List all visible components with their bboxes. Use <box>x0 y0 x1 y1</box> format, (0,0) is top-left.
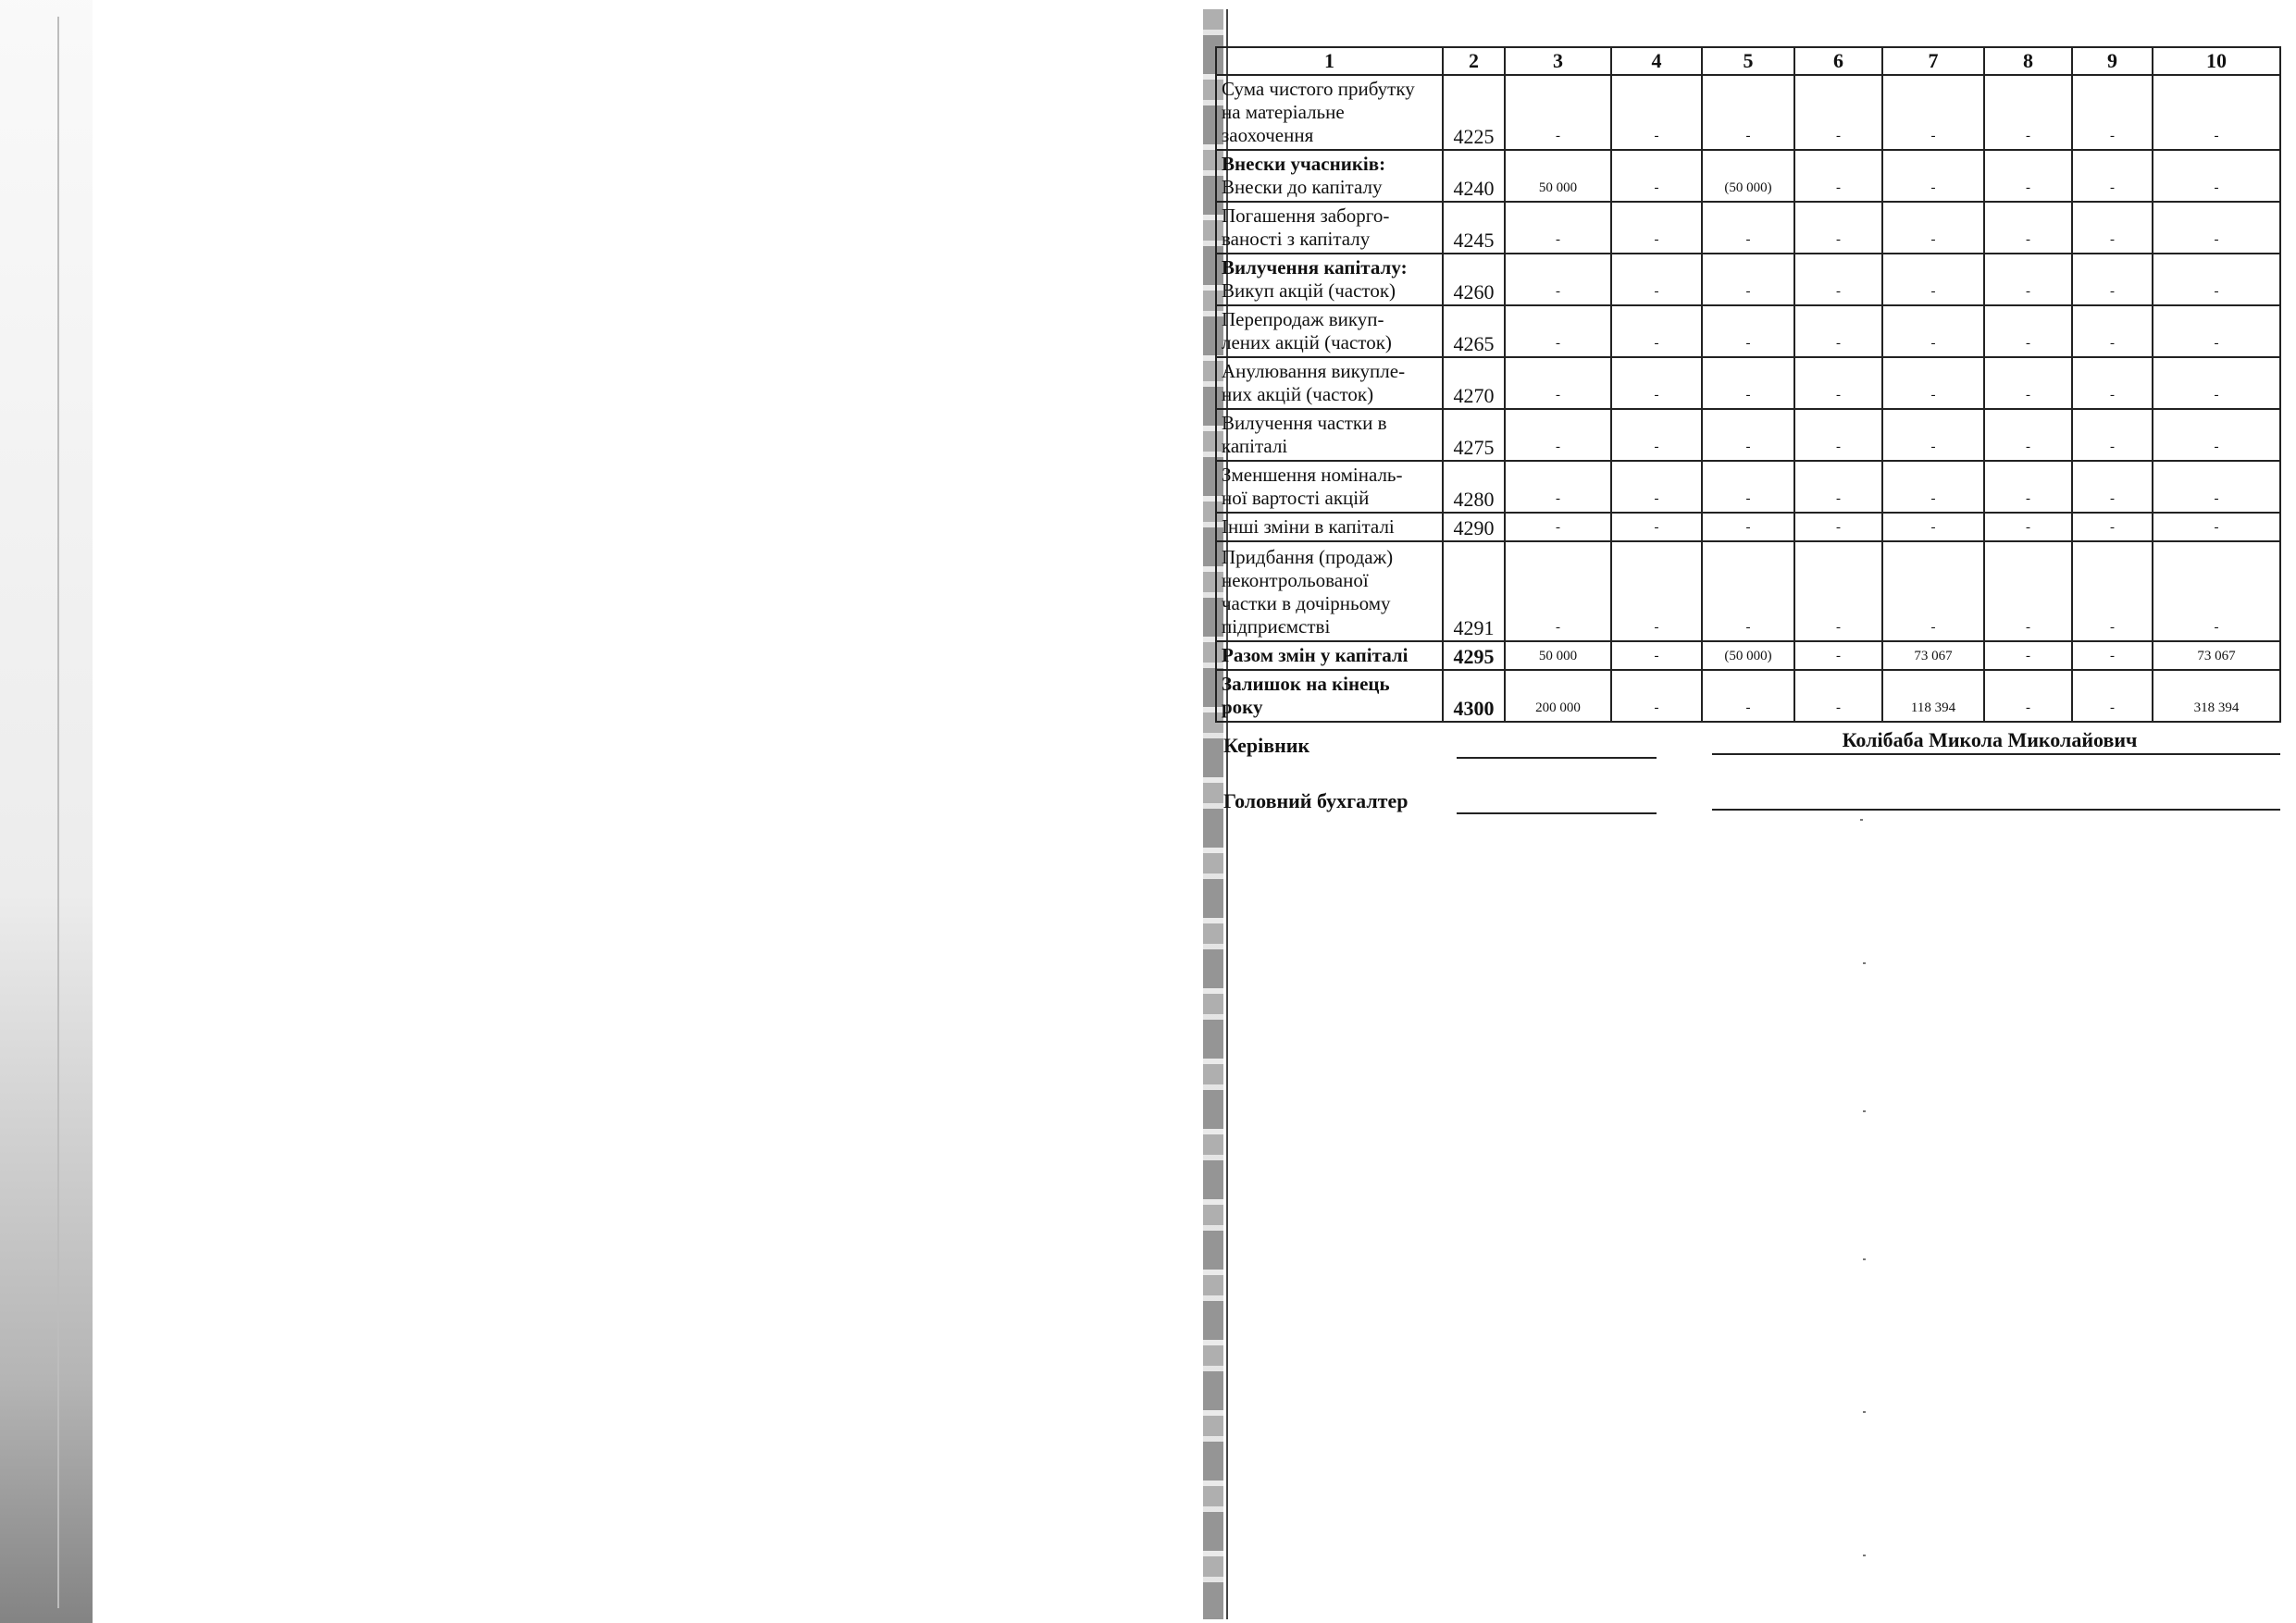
cell-value-col-4: - <box>1611 254 1702 305</box>
row-label <box>1216 75 1443 150</box>
row-label-line: Придбання (продаж) <box>1222 546 1394 568</box>
row-label-line: Перепродаж викуп- <box>1222 308 1384 330</box>
cell-value-col-7: 118 394 <box>1882 670 1984 722</box>
cell-value-col-5: - <box>1702 461 1794 513</box>
cell-value-col-7: - <box>1882 541 1984 641</box>
cell-value-col-3: - <box>1505 305 1611 357</box>
cell-value-col-8: - <box>1984 202 2072 254</box>
chief-accountant-signature-label: Головний бухгалтер <box>1223 789 1409 812</box>
row-code: 4270 <box>1443 357 1505 409</box>
cell-value-col-3: - <box>1505 461 1611 513</box>
cell-value-col-7: - <box>1882 513 1984 541</box>
head-signature-line <box>1457 757 1657 759</box>
column-number-header <box>1216 47 2280 75</box>
row-label <box>1216 670 1443 722</box>
cell-value-col-7: - <box>1882 409 1984 461</box>
cell-value-col-9: - <box>2072 305 2153 357</box>
row-label-line: Сума чистого прибутку <box>1222 78 1415 100</box>
cell-value-col-8: - <box>1984 641 2072 670</box>
cell-value-col-4: - <box>1611 541 1702 641</box>
table-row <box>1216 641 2280 670</box>
cell-value-col-6: - <box>1794 150 1882 202</box>
cell-value-col-3: 50 000 <box>1505 150 1611 202</box>
cell-value-col-4: - <box>1611 641 1702 670</box>
cell-value-col-10: - <box>2153 357 2280 409</box>
cell-value-col-9: - <box>2072 202 2153 254</box>
cell-value-col-8: - <box>1984 357 2072 409</box>
table-row <box>1216 75 2280 150</box>
cell-value-col-4: - <box>1611 150 1702 202</box>
row-label-line: ваності з капіталу <box>1222 228 1371 250</box>
cell-value-col-5: - <box>1702 202 1794 254</box>
cell-value-col-4: - <box>1611 409 1702 461</box>
cell-value-col-6: - <box>1794 513 1882 541</box>
cell-value-col-3: - <box>1505 75 1611 150</box>
row-label-line: неконтрольованої <box>1222 569 1369 591</box>
row-code: 4260 <box>1443 254 1505 305</box>
row-code: 4300 <box>1443 670 1505 722</box>
table-row <box>1216 254 2280 305</box>
capital-changes-table <box>1215 46 2281 723</box>
cell-value-col-6: - <box>1794 541 1882 641</box>
scan-speck <box>1863 1555 1866 1556</box>
cell-value-col-3: - <box>1505 541 1611 641</box>
column-header-5: 5 <box>1702 47 1794 75</box>
scan-speck <box>1863 962 1866 964</box>
cell-value-col-4: - <box>1611 670 1702 722</box>
cell-value-col-9: - <box>2072 670 2153 722</box>
head-full-name: Колібаба Микола Миколайович <box>1842 728 2138 751</box>
cell-value-col-4: - <box>1611 357 1702 409</box>
scan-speck <box>1860 819 1863 821</box>
cell-value-col-4: - <box>1611 202 1702 254</box>
table-row <box>1216 670 2280 722</box>
cell-value-col-3: - <box>1505 357 1611 409</box>
cell-value-col-5: - <box>1702 305 1794 357</box>
cell-value-col-7: - <box>1882 305 1984 357</box>
cell-value-col-8: - <box>1984 541 2072 641</box>
column-header-2: 2 <box>1443 47 1505 75</box>
row-label-line: Викуп акцій (часток) <box>1222 279 1396 302</box>
row-label-line: капіталі <box>1222 435 1288 457</box>
row-label <box>1216 461 1443 513</box>
cell-value-col-8: - <box>1984 75 2072 150</box>
cell-value-col-10: - <box>2153 254 2280 305</box>
cell-value-col-8: - <box>1984 409 2072 461</box>
cell-value-col-3: - <box>1505 254 1611 305</box>
cell-value-col-9: - <box>2072 150 2153 202</box>
row-code: 4265 <box>1443 305 1505 357</box>
cell-value-col-7: - <box>1882 461 1984 513</box>
cell-value-col-8: - <box>1984 513 2072 541</box>
row-label-line: заохочення <box>1222 124 1314 146</box>
cell-value-col-4: - <box>1611 305 1702 357</box>
scan-speck <box>1863 1411 1866 1413</box>
cell-value-col-3: 50 000 <box>1505 641 1611 670</box>
cell-value-col-5: - <box>1702 254 1794 305</box>
row-label-line: Внески учасників: <box>1222 153 1386 175</box>
cell-value-col-3: 200 000 <box>1505 670 1611 722</box>
row-label <box>1216 150 1443 202</box>
column-header-7: 7 <box>1882 47 1984 75</box>
table-row <box>1216 150 2280 202</box>
cell-value-col-10: 73 067 <box>2153 641 2280 670</box>
row-label-line: Вилучення частки в <box>1222 412 1387 434</box>
head-name-line <box>1712 753 2280 755</box>
accountant-name-line <box>1712 809 2280 811</box>
cell-value-col-3: - <box>1505 513 1611 541</box>
cell-value-col-6: - <box>1794 641 1882 670</box>
scan-gutter-left <box>0 0 93 1623</box>
row-label-line: Погашення заборго- <box>1222 204 1390 227</box>
cell-value-col-7: - <box>1882 202 1984 254</box>
column-header-10: 10 <box>2153 47 2280 75</box>
row-code: 4245 <box>1443 202 1505 254</box>
row-label-line: лених акцій (часток) <box>1222 331 1392 353</box>
table-row <box>1216 461 2280 513</box>
column-header-3: 3 <box>1505 47 1611 75</box>
row-label <box>1216 409 1443 461</box>
row-label-line: року <box>1222 696 1263 718</box>
cell-value-col-5: (50 000) <box>1702 150 1794 202</box>
cell-value-col-5: (50 000) <box>1702 641 1794 670</box>
cell-value-col-10: - <box>2153 461 2280 513</box>
row-code: 4240 <box>1443 150 1505 202</box>
row-label-line: Залишок на кінець <box>1222 673 1390 695</box>
cell-value-col-6: - <box>1794 461 1882 513</box>
row-label <box>1216 305 1443 357</box>
cell-value-col-6: - <box>1794 305 1882 357</box>
row-label-line: Разом змін у капіталі <box>1222 644 1409 666</box>
row-label <box>1216 541 1443 641</box>
cell-value-col-8: - <box>1984 254 2072 305</box>
cell-value-col-10: - <box>2153 305 2280 357</box>
row-label <box>1216 641 1443 670</box>
column-header-6: 6 <box>1794 47 1882 75</box>
scan-speck <box>1863 1258 1866 1260</box>
row-code: 4290 <box>1443 513 1505 541</box>
row-label <box>1216 202 1443 254</box>
table-row <box>1216 513 2280 541</box>
cell-value-col-8: - <box>1984 461 2072 513</box>
cell-value-col-10: - <box>2153 541 2280 641</box>
row-label-line: ної вартості акцій <box>1222 487 1370 509</box>
cell-value-col-10: - <box>2153 75 2280 150</box>
cell-value-col-9: - <box>2072 541 2153 641</box>
row-code: 4291 <box>1443 541 1505 641</box>
cell-value-col-8: - <box>1984 670 2072 722</box>
row-label-line: Анулювання викупле- <box>1222 360 1406 382</box>
cell-value-col-6: - <box>1794 202 1882 254</box>
table-row <box>1216 409 2280 461</box>
cell-value-col-10: - <box>2153 150 2280 202</box>
cell-value-col-3: - <box>1505 409 1611 461</box>
cell-value-col-9: - <box>2072 254 2153 305</box>
scan-speck <box>1863 1110 1866 1112</box>
cell-value-col-6: - <box>1794 75 1882 150</box>
cell-value-col-5: - <box>1702 670 1794 722</box>
cell-value-col-8: - <box>1984 305 2072 357</box>
cell-value-col-5: - <box>1702 541 1794 641</box>
cell-value-col-6: - <box>1794 357 1882 409</box>
cell-value-col-9: - <box>2072 641 2153 670</box>
head-signature-label: Керівник <box>1223 734 1310 757</box>
cell-value-col-7: - <box>1882 357 1984 409</box>
cell-value-col-5: - <box>1702 409 1794 461</box>
row-code: 4280 <box>1443 461 1505 513</box>
cell-value-col-3: - <box>1505 202 1611 254</box>
row-label <box>1216 254 1443 305</box>
cell-value-col-10: - <box>2153 409 2280 461</box>
table-row <box>1216 202 2280 254</box>
cell-value-col-7: - <box>1882 75 1984 150</box>
table-row <box>1216 357 2280 409</box>
cell-value-col-7: 73 067 <box>1882 641 1984 670</box>
row-label-line: Зменшення номіналь- <box>1222 464 1403 486</box>
cell-value-col-9: - <box>2072 513 2153 541</box>
row-label <box>1216 357 1443 409</box>
row-label-line: на матеріальне <box>1222 101 1345 123</box>
row-label-line: Внески до капіталу <box>1222 176 1383 198</box>
table-row <box>1216 305 2280 357</box>
cell-value-col-5: - <box>1702 513 1794 541</box>
row-label <box>1216 513 1443 541</box>
cell-value-col-4: - <box>1611 75 1702 150</box>
column-header-4: 4 <box>1611 47 1702 75</box>
cell-value-col-10: - <box>2153 202 2280 254</box>
cell-value-col-10: 318 394 <box>2153 670 2280 722</box>
cell-value-col-4: - <box>1611 461 1702 513</box>
row-label-line: Вилучення капіталу: <box>1222 256 1408 279</box>
row-code: 4295 <box>1443 641 1505 670</box>
cell-value-col-9: - <box>2072 409 2153 461</box>
cell-value-col-5: - <box>1702 357 1794 409</box>
cell-value-col-9: - <box>2072 461 2153 513</box>
cell-value-col-7: - <box>1882 150 1984 202</box>
row-label-line: них акцій (часток) <box>1222 383 1374 405</box>
table-row <box>1216 541 2280 641</box>
column-header-1: 1 <box>1216 47 1443 75</box>
row-code: 4275 <box>1443 409 1505 461</box>
cell-value-col-9: - <box>2072 75 2153 150</box>
row-code: 4225 <box>1443 75 1505 150</box>
row-label-line: підприємстві <box>1222 615 1331 638</box>
cell-value-col-6: - <box>1794 254 1882 305</box>
column-header-9: 9 <box>2072 47 2153 75</box>
cell-value-col-5: - <box>1702 75 1794 150</box>
cell-value-col-7: - <box>1882 254 1984 305</box>
accountant-signature-line <box>1457 812 1657 814</box>
column-header-8: 8 <box>1984 47 2072 75</box>
cell-value-col-4: - <box>1611 513 1702 541</box>
cell-value-col-6: - <box>1794 409 1882 461</box>
cell-value-col-8: - <box>1984 150 2072 202</box>
cell-value-col-10: - <box>2153 513 2280 541</box>
cell-value-col-9: - <box>2072 357 2153 409</box>
row-label-line: частки в дочірньому <box>1222 592 1391 614</box>
row-label-line: Інші зміни в капіталі <box>1222 515 1395 538</box>
cell-value-col-6: - <box>1794 670 1882 722</box>
